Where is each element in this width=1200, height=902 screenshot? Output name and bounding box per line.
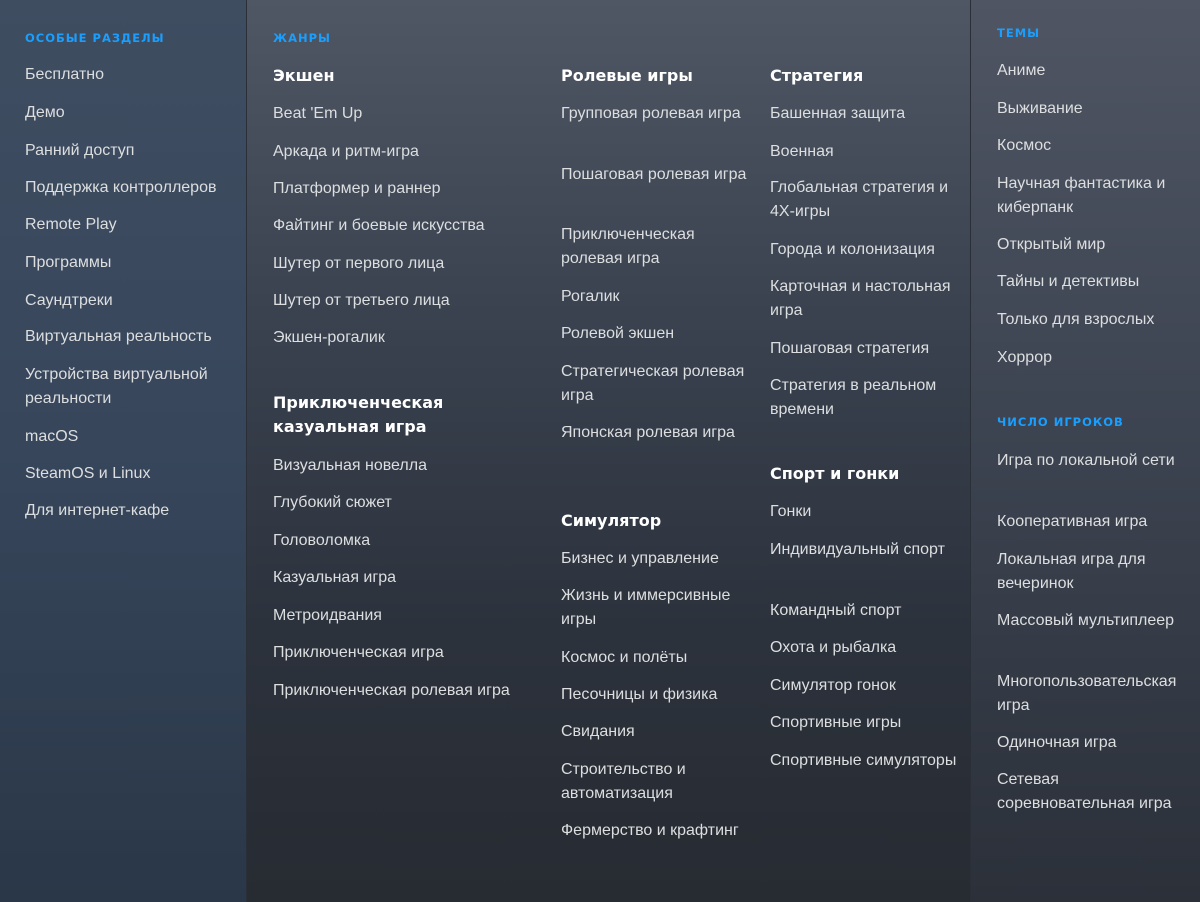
theme-item[interactable]: Научная фантастика и киберпанк	[997, 175, 1166, 216]
genre-item[interactable]: Спортивные игры	[770, 714, 902, 731]
genre-item[interactable]: Карточная и настольная игра	[770, 278, 951, 319]
players-item[interactable]: Сетевая соревновательная игра	[997, 771, 1172, 812]
menu-item-vr-hardware[interactable]: Устройства виртуальной реальности	[25, 366, 208, 407]
genre-item[interactable]: Приключенческая игра	[273, 644, 444, 661]
genre-item[interactable]: Бизнес и управление	[561, 550, 719, 567]
menu-item-remote-play[interactable]: Remote Play	[25, 216, 117, 233]
genres-label: ЖАНРЫ	[273, 31, 331, 45]
genre-item[interactable]: Пошаговая стратегия	[770, 340, 930, 357]
theme-item[interactable]: Открытый мир	[997, 236, 1106, 253]
genre-item[interactable]: Строительство и автоматизация	[561, 761, 686, 802]
genre-item[interactable]: Групповая ролевая игра	[561, 105, 741, 122]
players-item[interactable]: Одиночная игра	[997, 734, 1117, 751]
menu-item-free[interactable]: Бесплатно	[25, 66, 105, 83]
players-item[interactable]: Многопользовательская игра	[997, 673, 1177, 714]
column-divider	[970, 0, 971, 902]
players-item[interactable]: Кооперативная игра	[997, 513, 1148, 530]
genre-heading-action[interactable]: Экшен	[273, 66, 335, 85]
genre-item[interactable]: Метроидвания	[273, 607, 382, 624]
genre-item[interactable]: Охота и рыбалка	[770, 639, 897, 656]
genre-item[interactable]: Военная	[770, 143, 834, 160]
genre-item[interactable]: Свидания	[561, 723, 635, 740]
genre-item[interactable]: Рогалик	[561, 288, 620, 305]
menu-item-internet-cafe[interactable]: Для интернет-кафе	[25, 502, 170, 519]
genre-item[interactable]: Города и колонизация	[770, 241, 935, 258]
genre-item[interactable]: Шутер от первого лица	[273, 255, 445, 272]
genre-heading-sports[interactable]: Спорт и гонки	[770, 464, 900, 483]
players-label: ЧИСЛО ИГРОКОВ	[997, 415, 1124, 429]
menu-item-software[interactable]: Программы	[25, 254, 112, 271]
menu-item-early-access[interactable]: Ранний доступ	[25, 142, 135, 159]
menu-item-vr[interactable]: Виртуальная реальность	[25, 328, 212, 345]
themes-label: ТЕМЫ	[997, 26, 1041, 40]
menu-item-controller-support[interactable]: Поддержка контроллеров	[25, 179, 217, 196]
genre-item[interactable]: Гонки	[770, 503, 812, 520]
genre-heading-adventure-casual[interactable]: Приключенческая казуальная игра	[273, 393, 444, 436]
genre-item[interactable]: Жизнь и иммерсивные игры	[561, 587, 731, 628]
genre-item[interactable]: Шутер от третьего лица	[273, 292, 450, 309]
theme-item[interactable]: Космос	[997, 137, 1052, 154]
theme-item[interactable]: Только для взрослых	[997, 311, 1155, 328]
menu-item-soundtracks[interactable]: Саундтреки	[25, 292, 113, 309]
genre-item[interactable]: Файтинг и боевые искусства	[273, 217, 485, 234]
genre-item[interactable]: Платформер и раннер	[273, 180, 441, 197]
genre-item[interactable]: Индивидуальный спорт	[770, 541, 945, 558]
theme-item[interactable]: Выживание	[997, 100, 1083, 117]
genre-heading-strategy[interactable]: Стратегия	[770, 66, 864, 85]
genre-item[interactable]: Стратегическая ролевая игра	[561, 363, 745, 404]
theme-item[interactable]: Хоррор	[997, 349, 1052, 366]
players-item[interactable]: Массовый мультиплеер	[997, 612, 1175, 629]
genre-item[interactable]: Спортивные симуляторы	[770, 752, 957, 769]
genre-item[interactable]: Башенная защита	[770, 105, 906, 122]
genre-item[interactable]: Приключенческая ролевая игра	[561, 226, 695, 267]
genre-item[interactable]: Приключенческая ролевая игра	[273, 682, 510, 699]
genre-item[interactable]: Головоломка	[273, 532, 371, 549]
theme-item[interactable]: Аниме	[997, 62, 1046, 79]
players-item[interactable]: Локальная игра для вечеринок	[997, 551, 1146, 592]
genre-item[interactable]: Японская ролевая игра	[561, 424, 735, 441]
genre-item[interactable]: Ролевой экшен	[561, 325, 675, 342]
genre-item[interactable]: Фермерство и крафтинг	[561, 822, 739, 839]
genre-item[interactable]: Командный спорт	[770, 602, 902, 619]
special-sections-panel	[0, 0, 246, 902]
genre-item[interactable]: Песочницы и физика	[561, 686, 718, 703]
genre-item[interactable]: Аркада и ритм-игра	[273, 143, 419, 160]
genre-item[interactable]: Глобальная стратегия и 4X-игры	[770, 179, 949, 220]
genre-item[interactable]: Симулятор гонок	[770, 677, 896, 694]
genre-heading-simulation[interactable]: Симулятор	[561, 511, 662, 530]
players-item[interactable]: Игра по локальной сети	[997, 452, 1175, 469]
menu-item-steamos-linux[interactable]: SteamOS и Linux	[25, 465, 151, 482]
genre-item[interactable]: Стратегия в реальном времени	[770, 377, 937, 418]
column-divider	[246, 0, 247, 902]
genre-item[interactable]: Пошаговая ролевая игра	[561, 166, 747, 183]
theme-item[interactable]: Тайны и детективы	[997, 273, 1140, 290]
genre-item[interactable]: Экшен-рогалик	[273, 329, 385, 346]
genre-item[interactable]: Казуальная игра	[273, 569, 396, 586]
special-sections-label: ОСОБЫЕ РАЗДЕЛЫ	[25, 31, 165, 45]
genre-heading-rpg[interactable]: Ролевые игры	[561, 66, 693, 85]
genre-item[interactable]: Beat 'Em Up	[273, 105, 363, 122]
menu-item-demo[interactable]: Демо	[25, 104, 65, 121]
genre-item[interactable]: Глубокий сюжет	[273, 494, 392, 511]
menu-item-macos[interactable]: macOS	[25, 428, 79, 445]
genre-item[interactable]: Визуальная новелла	[273, 457, 427, 474]
genre-item[interactable]: Космос и полёты	[561, 649, 688, 666]
